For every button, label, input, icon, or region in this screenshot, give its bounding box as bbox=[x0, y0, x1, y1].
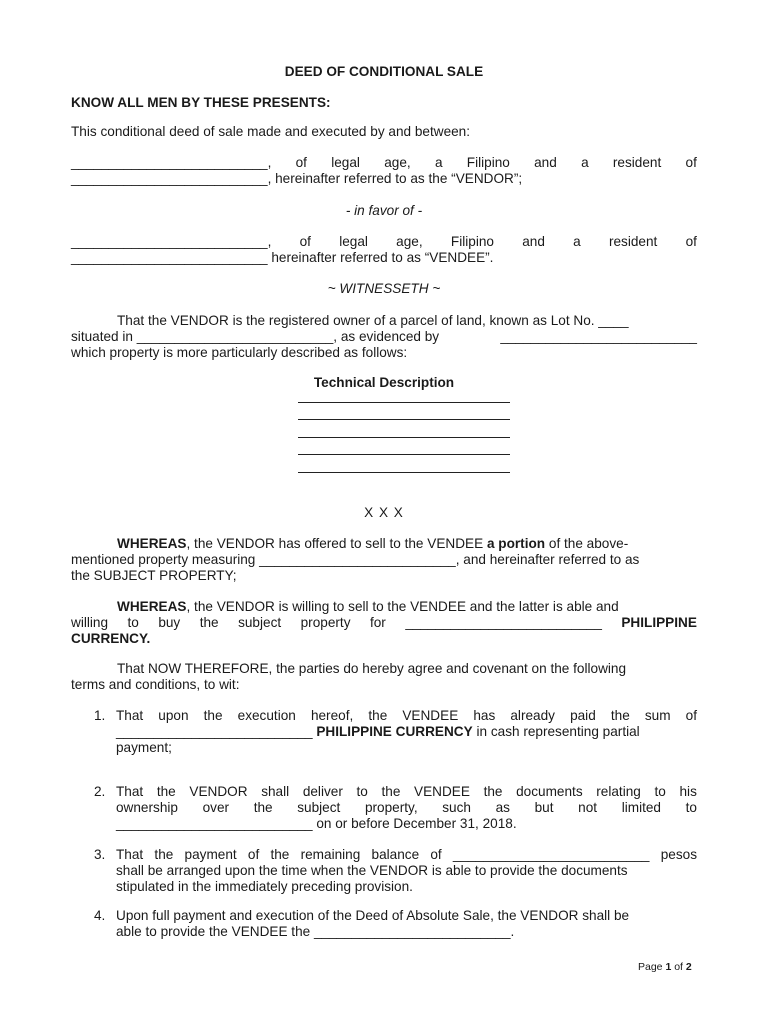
document-title: DEED OF CONDITIONAL SALE bbox=[284, 64, 484, 79]
item-2-line-1-word: relating bbox=[596, 784, 641, 799]
whereas1-portion: a portion bbox=[486, 536, 546, 551]
whereas1-text-c: of the above- bbox=[545, 536, 629, 551]
whereas2-line-2-word: willing bbox=[71, 615, 109, 630]
vendor-line-1-word: __________________________, bbox=[71, 155, 272, 170]
item-1-line-1-word: VENDEE bbox=[402, 708, 459, 723]
whereas-label: WHEREAS bbox=[117, 599, 187, 614]
vendee-line-1-word: resident bbox=[608, 234, 658, 249]
item-1-line-1-word: sum bbox=[644, 708, 671, 723]
vendee-line-1-word: Filipino bbox=[450, 234, 494, 249]
page-number: 1 bbox=[665, 961, 672, 973]
item-4-number: 4. bbox=[94, 908, 106, 923]
vendor-line-1 bbox=[71, 155, 697, 171]
item-2-line-1-word: the bbox=[483, 784, 503, 799]
item-2-line-1-word: to bbox=[654, 784, 666, 799]
whereas2-line-2-word: for bbox=[369, 615, 386, 630]
item-3-line-3: stipulated in the immediately preceding provision. bbox=[116, 879, 413, 894]
item-2-line-2-word: such bbox=[442, 800, 471, 815]
item-3-line-1-word: remaining bbox=[300, 847, 361, 862]
now-therefore-line-1: That NOW THEREFORE, the parties do hereby agree and covenant on the following bbox=[117, 661, 627, 676]
whereas1-line-1 bbox=[117, 536, 697, 552]
tech-description-blank-line bbox=[298, 402, 510, 403]
item-3-line-1-word: of bbox=[430, 847, 442, 862]
item-3-line-1-word: balance bbox=[371, 847, 420, 862]
vendee-line-1-word: a bbox=[573, 234, 581, 249]
tech-description-blank-line bbox=[298, 419, 510, 420]
item-2-line-1-word: documents bbox=[516, 784, 583, 799]
vendee-line-1-word: of bbox=[299, 234, 311, 249]
item-1-line-1-word: hereof, bbox=[310, 708, 354, 723]
vendor-line-2: __________________________, hereinafter referred to as the “VENDOR”; bbox=[71, 171, 523, 186]
vendee-line-1-word: of bbox=[685, 234, 697, 249]
whereas-label: WHEREAS bbox=[117, 536, 187, 551]
item-1-line-2 bbox=[116, 724, 697, 740]
item-2-line-1-word: to bbox=[356, 784, 368, 799]
whereas2-line-2-word: property bbox=[300, 615, 351, 630]
vendee-line-2: __________________________ hereinafter referred to as “VENDEE”. bbox=[71, 250, 494, 265]
vendee-line-1-word: age, bbox=[396, 234, 423, 249]
item-2-line-1-word: the bbox=[156, 784, 176, 799]
para1-line-2 bbox=[71, 329, 697, 345]
whereas2-line-2-word: __________________________ bbox=[405, 615, 602, 630]
item-2-line-2-word: to bbox=[685, 800, 697, 815]
item-1-number: 1. bbox=[94, 708, 106, 723]
vendee-line-1-word: and bbox=[522, 234, 545, 249]
whereas1-text-a: , the VENDOR has offered to sell to the VENDEE bbox=[186, 536, 487, 551]
item-3-line-2: shall be arranged upon the time when the VENDOR is able to provide the documents bbox=[116, 863, 628, 878]
whereas1-line-2: mentioned property measuring __________________________, and hereinafter referred to as bbox=[71, 552, 640, 567]
tech-description-blank-line bbox=[298, 437, 510, 438]
item-2-line-2-word: but bbox=[534, 800, 554, 815]
item-4-line-2: able to provide the VENDEE the __________________________. bbox=[116, 924, 515, 939]
in-favor-text: - in favor of - bbox=[345, 203, 423, 218]
vendor-line-1-word: legal bbox=[331, 155, 360, 170]
page-total: 2 bbox=[685, 961, 692, 973]
para1-line-1: That the VENDOR is the registered owner of a parcel of land, known as Lot No. ____ bbox=[117, 313, 629, 328]
item-3-line-1-word: pesos bbox=[660, 847, 697, 862]
item-2-line-1-word: his bbox=[679, 784, 697, 799]
item-1-currency: PHILIPPINE CURRENCY bbox=[316, 724, 473, 739]
para1-line-3: which property is more particularly described as follows: bbox=[71, 345, 408, 360]
vendee-line-1-word: legal bbox=[339, 234, 368, 249]
whereas2-line-2 bbox=[71, 615, 697, 631]
item-1-line-1-word: has bbox=[473, 708, 496, 723]
page-of: of bbox=[674, 961, 683, 973]
item-1-line-1-word: the bbox=[368, 708, 388, 723]
item-4-line-1: Upon full payment and execution of the Deed of Absolute Sale, the VENDOR shall be bbox=[116, 908, 630, 923]
whereas2-line-2-bold: PHILIPPINE bbox=[621, 615, 697, 630]
vendor-line-1-word: of bbox=[295, 155, 307, 170]
item-2-line-1-word: deliver bbox=[302, 784, 343, 799]
vendor-line-1-word: and bbox=[534, 155, 557, 170]
whereas2-line-3: CURRENCY. bbox=[71, 631, 151, 646]
intro-text: This conditional deed of sale made and executed by and between: bbox=[71, 124, 471, 139]
item-1-line-3: payment; bbox=[116, 740, 172, 755]
item-2-line-3: __________________________ on or before December 31, 2018. bbox=[116, 816, 517, 831]
item-2-line-1-word: That bbox=[116, 784, 144, 799]
whereas2-line-2-word: buy bbox=[158, 615, 181, 630]
item-2-line-2-word: over bbox=[202, 800, 230, 815]
vendee-line-1 bbox=[71, 234, 697, 250]
item-2-line-2-word: limited bbox=[621, 800, 661, 815]
item-3-number: 3. bbox=[94, 847, 106, 862]
item-1-line-1-word: paid bbox=[570, 708, 596, 723]
item-1-line-1-word: the bbox=[610, 708, 630, 723]
witnesseth-heading: ~ WITNESSETH ~ bbox=[327, 281, 441, 296]
xxx-separator: X X X bbox=[364, 505, 404, 520]
item-3-line-1-word: __________________________ bbox=[452, 847, 650, 862]
item-2-line-1-word: the bbox=[381, 784, 401, 799]
item-2-line-1 bbox=[116, 784, 697, 800]
para1-line-2-right: __________________________ bbox=[500, 329, 697, 344]
whereas2-line-2-word: to bbox=[127, 615, 139, 630]
item-2-line-2-word: subject bbox=[297, 800, 341, 815]
item-2-line-2-word: property, bbox=[364, 800, 418, 815]
item-3-line-1-word: the bbox=[154, 847, 174, 862]
item-3-line-1-word: of bbox=[247, 847, 260, 862]
item-1-line-1-word: execution bbox=[237, 708, 296, 723]
item-1-line-1-word: the bbox=[203, 708, 223, 723]
item-2-line-1-word: VENDOR bbox=[189, 784, 248, 799]
page-label: Page bbox=[638, 961, 663, 973]
heading: KNOW ALL MEN BY THESE PRESENTS: bbox=[71, 95, 331, 110]
item-2-line-1-word: VENDEE bbox=[414, 784, 470, 799]
item-1-line-1 bbox=[116, 708, 697, 724]
vendor-line-1-word: resident bbox=[612, 155, 662, 170]
item-2-line-1-word: shall bbox=[261, 784, 290, 799]
whereas2-line-1 bbox=[117, 599, 697, 615]
tech-description-blank-line bbox=[298, 454, 510, 455]
item-3-line-1-word: That bbox=[116, 847, 144, 862]
item-1-line-1-word: That bbox=[116, 708, 144, 723]
item-2-number: 2. bbox=[94, 784, 106, 799]
item-2-line-2-word: as bbox=[495, 800, 510, 815]
vendor-line-1-word: of bbox=[685, 155, 697, 170]
tech-description-title: Technical Description bbox=[313, 375, 455, 390]
item-1-rest: in cash representing partial bbox=[472, 724, 640, 739]
item-2-line-2-word: not bbox=[578, 800, 598, 815]
item-2-line-2 bbox=[116, 800, 697, 816]
item-1-line-1-word: already bbox=[510, 708, 555, 723]
vendor-line-1-word: Filipino bbox=[466, 155, 510, 170]
item-3-line-1 bbox=[116, 847, 697, 863]
tech-description-blank-line bbox=[298, 472, 510, 473]
para1-line-2-left: situated in __________________________, as evidenced by bbox=[71, 329, 440, 344]
vendor-line-1-word: a bbox=[581, 155, 589, 170]
item-2-line-2-word: the bbox=[253, 800, 273, 815]
item-1-line-1-word: upon bbox=[158, 708, 189, 723]
item-3-line-1-word: payment bbox=[184, 847, 237, 862]
now-therefore-line-2: terms and conditions, to wit: bbox=[71, 677, 240, 692]
whereas2-line-2-word: subject bbox=[238, 615, 282, 630]
whereas2-text-a: , the VENDOR is willing to sell to the VENDEE and the latter is able and bbox=[186, 599, 619, 614]
vendor-line-1-word: age, bbox=[384, 155, 411, 170]
item-1-line-1-word: of bbox=[685, 708, 697, 723]
page-footer bbox=[638, 959, 692, 975]
vendor-line-1-word: a bbox=[434, 155, 443, 170]
item-2-line-2-word: ownership bbox=[116, 800, 178, 815]
vendee-line-1-word: __________________________, bbox=[71, 234, 272, 249]
item-1-amount-blank: __________________________ bbox=[116, 724, 317, 739]
whereas1-line-3: the SUBJECT PROPERTY; bbox=[71, 568, 237, 583]
whereas2-line-2-word: the bbox=[199, 615, 219, 630]
item-3-line-1-word: the bbox=[270, 847, 290, 862]
